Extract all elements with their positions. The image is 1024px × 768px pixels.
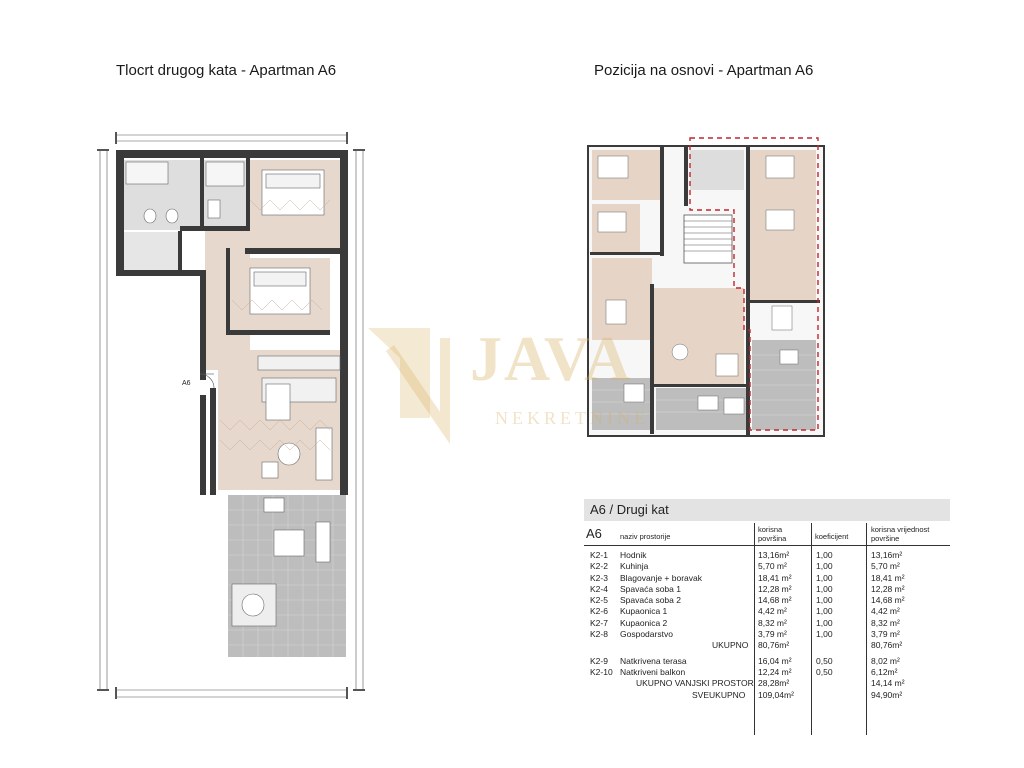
cell-area: 12,24 m² [758,666,792,677]
cell-area: 16,04 m² [758,655,792,666]
cell-code: K2-5 [590,595,608,606]
cell-coef: 1,00 [816,595,833,606]
cell-eff: 13,16m² [871,550,903,560]
subtotal-row [584,640,950,651]
cell-coef: 1,00 [816,561,833,572]
cell-area: 4,42 m² [758,606,787,617]
cell-coef: 1,00 [816,606,833,617]
cell-coef: 1,00 [816,583,833,594]
cell-area: 12,28 m² [758,583,792,594]
cell-code: K2-3 [590,572,608,583]
cell-eff: 3,79 m² [871,629,900,640]
cell-name: Blagovanje + boravak [620,572,702,583]
grand-total-eff: 94,90m² [871,689,903,700]
cell-eff: 5,70 m² [871,561,900,572]
grand-total-label: SVEUKUPNO [692,689,746,700]
right-plan-title: Pozicija na osnovi - Apartman A6 [594,62,814,79]
table-row [584,656,950,667]
cell-coef: 0,50 [816,666,833,677]
col-coef-header: koeficijent [815,532,849,541]
cell-area: 5,70 m² [758,561,787,572]
cell-eff: 12,28 m² [871,583,905,594]
col-name-header: naziv prostorije [620,532,671,541]
cell-area: 3,79 m² [758,629,787,640]
col-eff-header: korisna vrijednost površine [871,525,930,543]
table-divider [754,523,755,735]
table-row [584,573,950,584]
cell-name: Kuhinja [620,561,649,572]
grand-total-row [584,690,950,701]
table-row [584,595,950,606]
cell-name: Spavaća soba 1 [620,583,681,594]
cell-coef: 1,00 [816,617,833,628]
cell-code: K2-6 [590,606,608,617]
cell-name: Spavaća soba 2 [620,595,681,606]
area-table [584,499,950,701]
cell-eff: 6,12m² [871,666,898,677]
cell-code: K2-10 [590,666,613,677]
entry-label: A6 [182,380,191,387]
cell-coef: 1,00 [816,629,833,640]
subtotal-label: UKUPNO [712,640,749,651]
cell-code: K2-2 [590,561,608,572]
table-row [584,618,950,629]
cell-eff: 8,02 m² [871,655,900,666]
cell-name: Kupaonica 2 [620,617,668,628]
cell-eff: 18,41 m² [871,572,905,583]
cell-code: K2-1 [590,550,608,560]
outdoor-total-area: 28,28m² [758,678,790,689]
cell-area: 13,16m² [758,550,790,560]
table-divider [811,523,812,735]
table-row [584,667,950,678]
cell-code: K2-8 [590,629,608,640]
table-row [584,561,950,572]
cell-area: 14,68 m² [758,595,792,606]
cell-name: Kupaonica 1 [620,606,668,617]
table-row [584,629,950,640]
cell-coef: 0,50 [816,655,833,666]
outdoor-total-label: UKUPNO VANJSKI PROSTOR [636,678,754,689]
table-header-row [584,521,950,546]
cell-eff: 14,68 m² [871,595,905,606]
col-code-header: A6 [586,526,602,541]
cell-coef: 1,00 [816,572,833,583]
col-area-header: korisna površina [758,525,787,543]
left-plan-title: Tlocrt drugog kata - Apartman A6 [116,62,337,79]
cell-name: Hodnik [620,550,647,560]
cell-eff: 8,32 m² [871,617,900,628]
cell-name: Natkrivena terasa [620,655,687,666]
cell-area: 8,32 m² [758,617,787,628]
cell-code: K2-4 [590,583,608,594]
table-title: A6 / Drugi kat [584,499,950,521]
subtotal-eff: 80,76m² [871,640,903,651]
cell-code: K2-9 [590,655,608,666]
cell-name: Gospodarstvo [620,629,673,640]
cell-eff: 4,42 m² [871,606,900,617]
cell-code: K2-7 [590,617,608,628]
cell-name: Natkriveni balkon [620,666,686,677]
cell-coef: 1,00 [816,550,833,560]
table-row [584,584,950,595]
watermark-subtext: NEKRETNINE [495,408,649,428]
watermark-text: JAVA [470,323,633,394]
outdoor-total-row [584,678,950,689]
table-row [584,550,950,561]
grand-total-area: 109,04m² [758,689,794,700]
subtotal-area: 80,76m² [758,640,790,651]
outdoor-total-eff: 14,14 m² [871,678,905,689]
table-row [584,606,950,617]
cell-area: 18,41 m² [758,572,792,583]
table-divider [866,523,867,735]
